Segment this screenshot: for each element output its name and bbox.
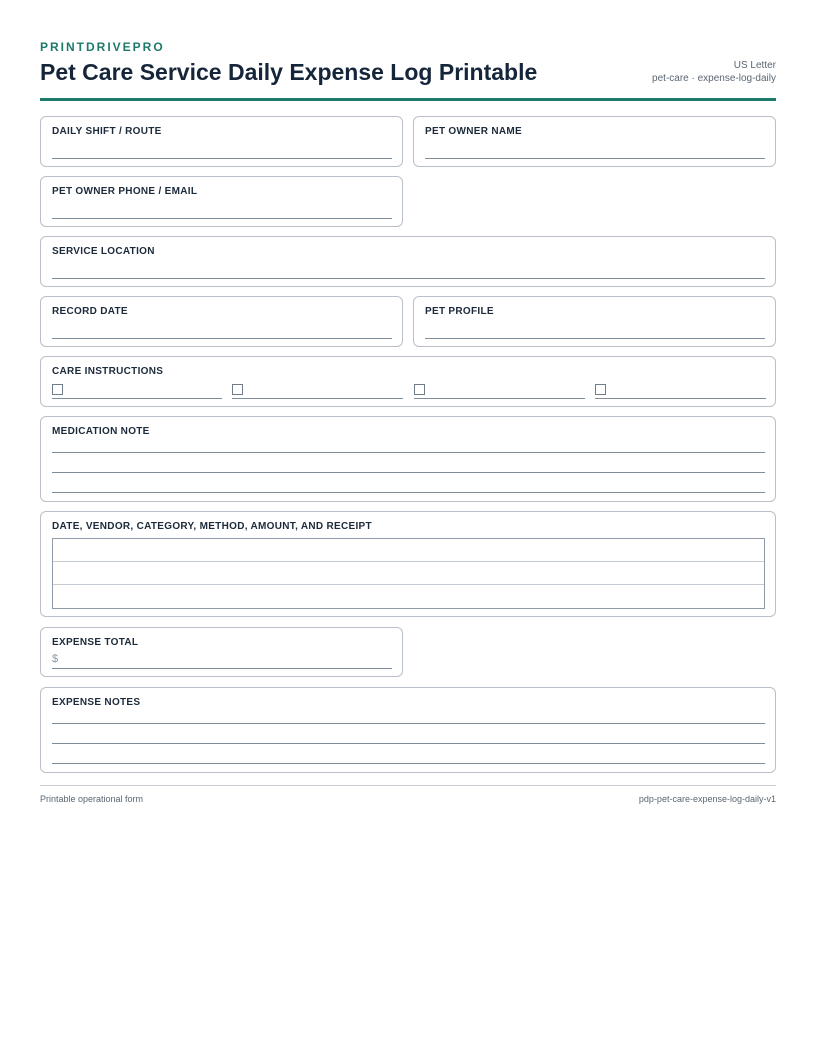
checkbox[interactable] bbox=[232, 384, 243, 395]
field-label: DAILY SHIFT / ROUTE bbox=[52, 126, 162, 137]
service-location-input-line[interactable] bbox=[52, 278, 765, 279]
care-instruction-item bbox=[52, 383, 222, 399]
table-row[interactable] bbox=[53, 585, 764, 608]
medication-note-line[interactable] bbox=[52, 492, 765, 493]
page-footer bbox=[40, 785, 776, 804]
care-instruction-item bbox=[232, 383, 403, 399]
page-title: Pet Care Service Daily Expense Log Printable bbox=[40, 59, 538, 85]
service-location-field bbox=[40, 236, 776, 287]
pet-profile-field bbox=[413, 296, 776, 347]
field-label: PET PROFILE bbox=[425, 306, 494, 317]
expense-total-field bbox=[40, 627, 403, 677]
record-date-field bbox=[40, 296, 403, 347]
expense-notes-field bbox=[40, 687, 776, 773]
medication-note-field bbox=[40, 416, 776, 502]
currency-symbol: $ bbox=[52, 653, 59, 665]
expense-notes-line[interactable] bbox=[52, 763, 765, 764]
field-label: EXPENSE TOTAL bbox=[52, 637, 139, 648]
care-instruction-item bbox=[414, 383, 585, 399]
field-label: SERVICE LOCATION bbox=[52, 246, 155, 257]
expense-notes-line[interactable] bbox=[52, 723, 765, 724]
field-label: PET OWNER NAME bbox=[425, 126, 522, 137]
care-instruction-item bbox=[595, 383, 766, 399]
medication-note-line[interactable] bbox=[52, 452, 765, 453]
checkbox[interactable] bbox=[414, 384, 425, 395]
document-meta bbox=[652, 59, 776, 85]
pet-owner-contact-field bbox=[40, 176, 403, 227]
brand-logo-text: PRINTDRIVEPRO bbox=[40, 40, 165, 54]
pet-profile-input-line[interactable] bbox=[425, 338, 765, 339]
form-id: pdp-pet-care-expense-log-daily-v1 bbox=[638, 794, 776, 804]
field-label: RECORD DATE bbox=[52, 306, 128, 317]
expense-table-field bbox=[40, 511, 776, 617]
field-label: EXPENSE NOTES bbox=[52, 697, 141, 708]
record-date-input-line[interactable] bbox=[52, 338, 392, 339]
pet-owner-name-field bbox=[413, 116, 776, 167]
table-row[interactable] bbox=[53, 539, 764, 562]
care-instructions-field bbox=[40, 356, 776, 407]
checkbox[interactable] bbox=[595, 384, 606, 395]
expense-table bbox=[52, 538, 765, 609]
document-slug: pet-care · expense-log-daily bbox=[652, 73, 776, 84]
expense-notes-line[interactable] bbox=[52, 743, 765, 744]
pet-owner-name-input-line[interactable] bbox=[425, 158, 765, 159]
medication-note-line[interactable] bbox=[52, 472, 765, 473]
page-header bbox=[40, 40, 776, 101]
field-label: PET OWNER PHONE / EMAIL bbox=[52, 186, 198, 197]
daily-shift-route-field bbox=[40, 116, 403, 167]
paper-size: US Letter bbox=[733, 60, 776, 71]
footer-left-text: Printable operational form bbox=[40, 794, 144, 804]
field-label: DATE, VENDOR, CATEGORY, METHOD, AMOUNT, AND RECEIPT bbox=[52, 521, 372, 532]
pet-owner-contact-input-line[interactable] bbox=[52, 218, 392, 219]
field-label: MEDICATION NOTE bbox=[52, 426, 150, 437]
table-row[interactable] bbox=[53, 562, 764, 585]
daily-shift-route-input-line[interactable] bbox=[52, 158, 392, 159]
expense-total-input-line[interactable] bbox=[52, 668, 392, 669]
checkbox[interactable] bbox=[52, 384, 63, 395]
field-label: CARE INSTRUCTIONS bbox=[52, 366, 164, 377]
